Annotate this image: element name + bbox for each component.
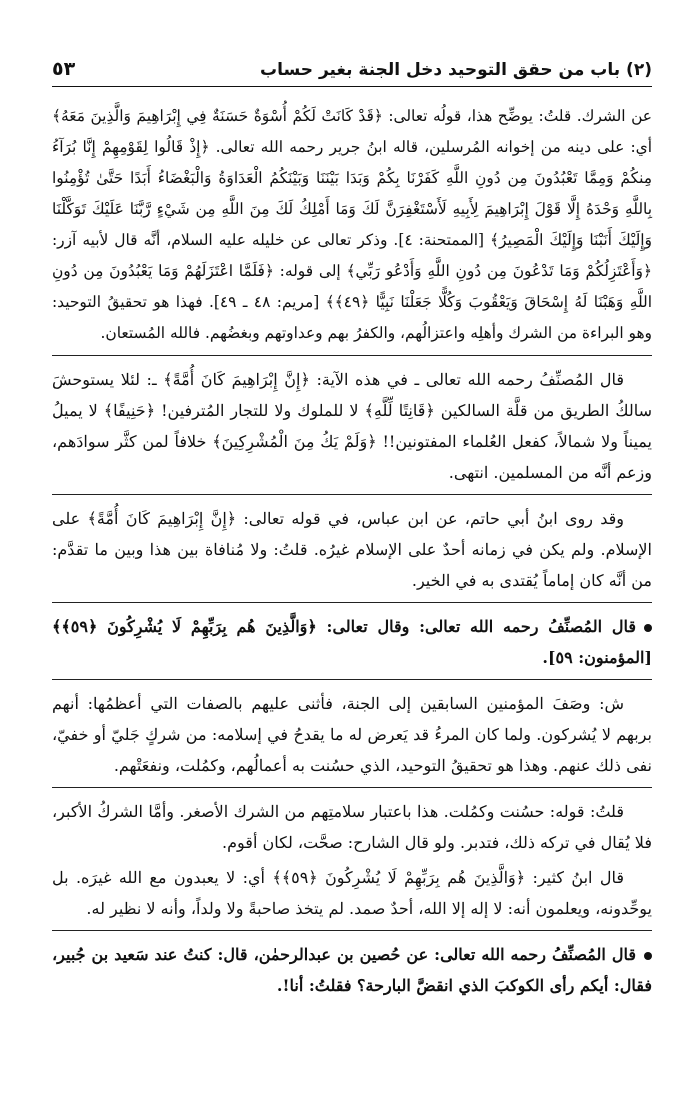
divider: [52, 679, 652, 680]
chapter-title: (٢) باب من حقق التوحيد دخل الجنة بغير حساب: [260, 60, 652, 80]
divider: [52, 494, 652, 495]
paragraph-4: [52, 611, 652, 673]
book-page: [52, 58, 652, 1005]
paragraph-2: قال المُصنِّفُ رحمه الله تعالى ـ في هذه الآية: ﴿إِنَّ إِبْرَاهِيمَ كَانَ أُمَّةً﴾ ـ: لئلا يستوحشَ سالكُ الطريق من قلَّة السالكين ﴿قَانِتًا لِّلَّهِ﴾ لا للملوك ولا للتجار المُترفين! ﴿حَنِيفًا﴾ لا يميلُ يميناً ولا شمالاً، كفعل العُلماء المفتونين!! ﴿وَلَمْ يَكُ مِنَ الْمُشْرِكِينَ﴾ خلافاً لمن كثَّر سوادَهم، وزعم أنَّه من المسلمين. انتهى.: [52, 370, 652, 482]
divider: [52, 787, 652, 788]
divider: [52, 355, 652, 356]
divider: [52, 602, 652, 603]
paragraph-3: وقد روى ابنُ أبي حاتم، عن ابن عباس، في قوله تعالى: ﴿إِنَّ إِبْرَاهِيمَ كَانَ أُمَّةً﴾ على الإسلام. ولم يكن في زمانه أحدٌ على الإسلام غيرُه. قلتُ: ولا مُنافاة بين هذا وبين ما تقدَّم: من أنَّه كان إماماً يُقتدى به في الخير.: [52, 509, 652, 590]
page-number: ٥٣: [52, 58, 76, 80]
paragraph-6: قلتُ: قوله: حسُنت وكمُلت. هذا باعتبار سلامتِهم من الشرك الأصغر. وأمَّا الشركُ الأكبر، فلا يُقال في تركه ذلك، فتدبر. ولو قال الشارح: صحَّت، لكان أقوم.: [52, 802, 652, 852]
paragraph-8: [52, 939, 652, 1001]
bullet-icon: [644, 624, 652, 632]
paragraph-5: ش: وصَفَ المؤمنين السابقين إلى الجنة، فأثنى عليهم بالصفات التي أعظمُها: أنهم بربهم لا يُشركون. ولما كان المرءُ قد يَعرض له ما يقدحُ في إسلامه: من شركٍ جَليّ أو خفيّ، نفى ذلك عنهم. وهذا هو تحقيقُ التوحيد، الذي حسُنت به أعمالُهم، وكمُلت، ونفعَتْهم.: [52, 694, 653, 775]
paragraph-8-text: قال المُصنِّفُ رحمه الله تعالى: عن حُصين بن عبدالرحمٰن، قال: كنتُ عند سَعيد بن جُبير، فقال: أيكم رأى الكوكبَ الذي انقضَّ البارحة؟ فقلتُ: أنا!.: [52, 945, 652, 995]
bullet-icon: [644, 952, 652, 960]
page-header: [52, 58, 652, 87]
paragraph-1: عن الشرك. قلتُ: يوضِّح هذا، قولُه تعالى: ﴿قَدْ كَانَتْ لَكُمْ أُسْوَةٌ حَسَنَةٌ فِي إِبْرَاهِيمَ وَالَّذِينَ مَعَهُ﴾ أي: على دينه من إخوانه المُرسلين، قاله ابنُ جرير رحمه الله تعالى. ﴿إِذْ قَالُوا لِقَوْمِهِمْ إِنَّا بُرَآءُ مِنكُمْ وَمِمَّا تَعْبُدُونَ مِن دُونِ اللَّهِ كَفَرْنَا بِكُمْ وَبَدَا بَيْنَنَا وَبَيْنَكُمُ الْعَدَاوَةُ وَالْبَغْضَاءُ أَبَدًا حَتَّىٰ تُؤْمِنُوا بِاللَّهِ وَحْدَهُ إِلَّا قَوْلَ إِبْرَاهِيمَ لِأَبِيهِ لَأَسْتَغْفِرَنَّ لَكَ وَمَا أَمْلِكُ لَكَ مِنَ اللَّهِ مِن شَيْءٍ رَّبَّنَا عَلَيْكَ تَوَكَّلْنَا وَإِلَيْكَ أَنَبْنَا وَإِلَيْكَ الْمَصِيرُ﴾ [الممتحنة: ٤]. وذكر تعالى عن خليله عليه السلام، أنَّه قال لأبيه آزر: ﴿وَأَعْتَزِلُكُمْ وَمَا تَدْعُونَ مِن دُونِ اللَّهِ وَأَدْعُو رَبِّي﴾ إلى قوله: ﴿فَلَمَّا اعْتَزَلَهُمْ وَمَا يَعْبُدُونَ مِن دُونِ اللَّهِ وَهَبْنَا لَهُ إِسْحَاقَ وَيَعْقُوبَ وَكُلًّا جَعَلْنَا نَبِيًّا ﴿٤٩﴾﴾ [مريم: ٤٨ ـ ٤٩]. فهذا هو تحقيقُ التوحيد: وهو البراءة من الشرك وأهلِه واعتزالُهم، والكفرُ بهم وعداوتهم وبغضُهم. فالله المُستعان.: [52, 107, 653, 342]
divider: [52, 930, 652, 931]
paragraph-7: قال ابنُ كثير: ﴿وَالَّذِينَ هُم بِرَبِّهِمْ لَا يُشْرِكُونَ ﴿٥٩﴾﴾ أي: لا يعبدون مع الله غيرَه. بل يوحِّدونه، ويعلمون أنه: لا إله إلا الله، أحدٌ صمد. لم يتخذ صاحبةً ولا ولداً، وأنه لا نظير له.: [52, 868, 652, 918]
paragraph-4-text: قال المُصنِّفُ رحمه الله تعالى: وقال تعالى: ﴿وَالَّذِينَ هُم بِرَبِّهِمْ لَا يُشْرِكُونَ ﴿٥٩﴾﴾ [المؤمنون: ٥٩].: [52, 617, 652, 667]
